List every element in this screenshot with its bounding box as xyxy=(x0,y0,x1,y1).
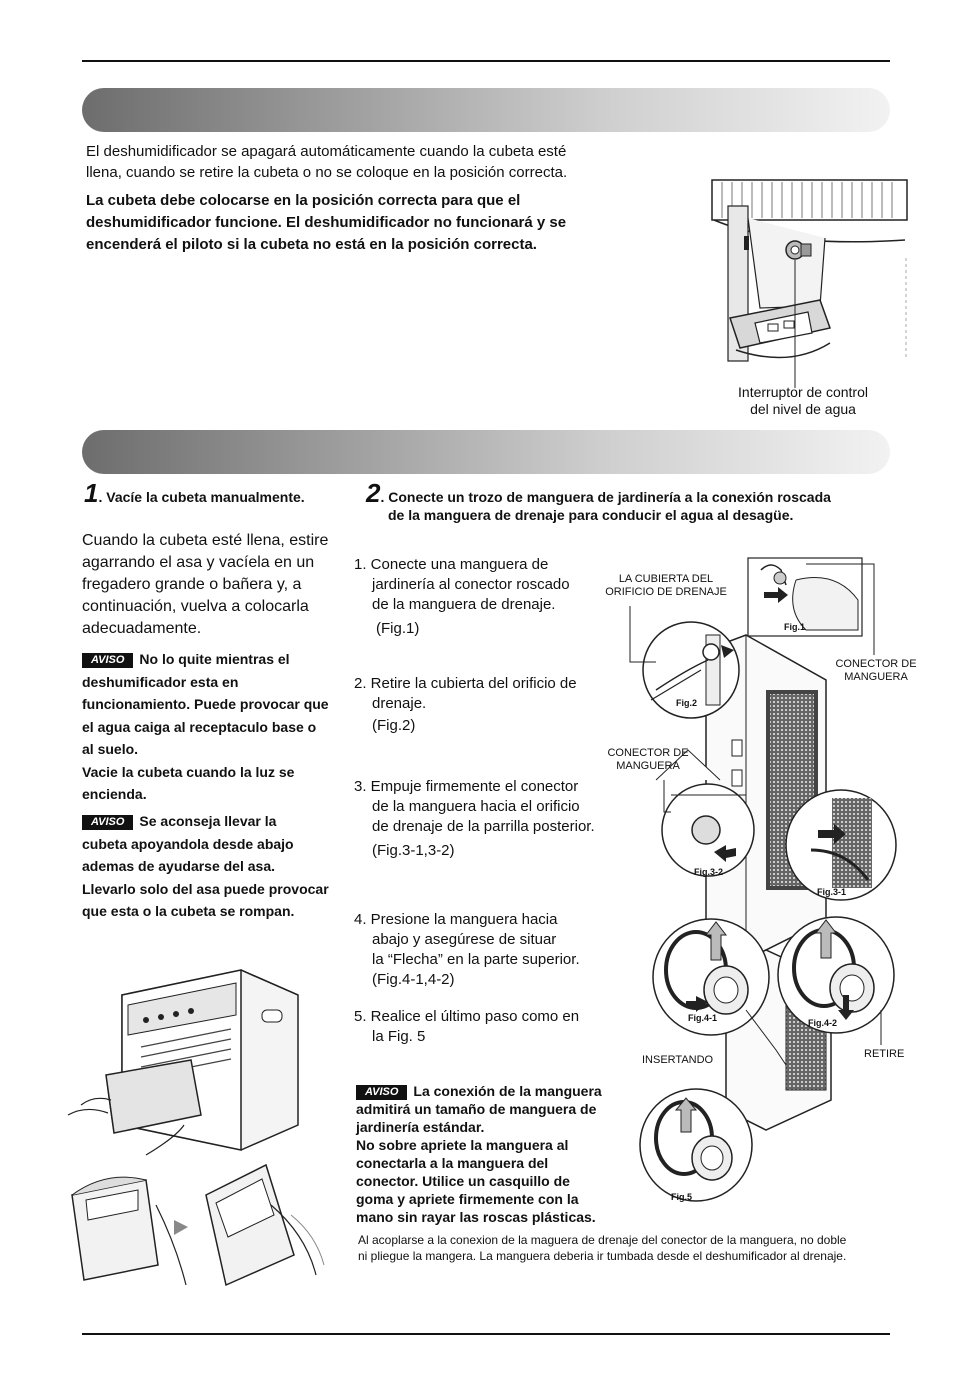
substep-ref: (Fig.1) xyxy=(376,620,420,637)
step2-warning xyxy=(356,1082,636,1226)
intro-line: llena, cuando se retire la cubeta o no se coloque en la posición correcta. xyxy=(86,164,568,181)
step2-title-line-2: de la manguera de drenaje para conducir el agua al desagüe. xyxy=(388,507,794,523)
footer-note xyxy=(358,1232,918,1264)
fig4-1-label: Fig.4-1 xyxy=(688,1013,718,1023)
warning-line: No lo quite mientras el xyxy=(139,651,290,667)
fig4-2-label: Fig.4-2 xyxy=(808,1018,838,1028)
fig3-2-label: Fig.3-2 xyxy=(694,867,724,877)
body-line: agarrando el asa y vacíela en un xyxy=(82,554,315,571)
fig1-label: Fig.1 xyxy=(784,622,806,632)
label-conector-right xyxy=(828,658,924,684)
substep-line: 5. Realice el último paso como en xyxy=(354,1008,580,1025)
caption-line: del nivel de agua xyxy=(750,401,856,417)
section1-bold-note xyxy=(86,190,646,256)
warning-line: cubeta apoyandola desde abajo xyxy=(82,835,294,852)
body-line: Cuando la cubeta esté llena, estire xyxy=(82,532,329,549)
substep-1 xyxy=(354,555,614,639)
section-header-band-2 xyxy=(82,430,890,474)
label-conector-left xyxy=(600,747,696,773)
warning-line: Vacie la cubeta cuando la luz se xyxy=(82,763,295,780)
substep-line: la Fig. 5 xyxy=(372,1028,426,1045)
step2-title-line: . Conecte un trozo de manguera de jardinería a la conexión roscada xyxy=(380,489,831,505)
footer-line: ni pliegue la mangera. La manguera deberia ir tumbada desde el deshumificador al drenaje. xyxy=(358,1249,847,1263)
substep-line: de la manguera hacia el orificio xyxy=(372,798,580,815)
footer-line: Al acoplarse a la conexion de la maguera de drenaje del conector de la manguera, no doble xyxy=(358,1233,847,1247)
substep-ref: (Fig.3-1,3-2) xyxy=(372,842,455,859)
warning-line: admitirá un tamaño de manguera de xyxy=(356,1101,597,1117)
step2-number: 2 xyxy=(366,478,381,508)
substep-line: de la manguera de drenaje. xyxy=(372,596,556,613)
top-rule xyxy=(82,60,890,62)
warning-line: goma y apriete firmemente con la xyxy=(356,1191,579,1207)
warning-line: jardinería estándar. xyxy=(356,1119,485,1135)
step2-heading xyxy=(366,478,831,509)
fig3-1-label: Fig.3-1 xyxy=(817,887,847,897)
warning-line: al suelo. xyxy=(82,741,139,757)
warning-line: el agua caiga al receptaculo base o xyxy=(82,718,317,735)
substep-ref: (Fig.2) xyxy=(372,717,416,734)
bottom-rule xyxy=(82,1333,890,1335)
section-header-band-1 xyxy=(82,88,890,132)
substep-5 xyxy=(354,1007,624,1047)
step1-heading xyxy=(84,478,305,509)
substep-3 xyxy=(354,777,624,861)
label-cubierta xyxy=(596,573,736,599)
body-line: continuación, vuelva a colocarla xyxy=(82,598,309,615)
substep-line: la “Flecha” en la parte superior. xyxy=(372,951,580,968)
label-line: CONECTOR DE xyxy=(835,658,917,670)
substep-line: 3. Empuje firmemente el conector xyxy=(354,778,579,795)
label-line: LA CUBIERTA DEL xyxy=(618,573,714,585)
warning-line: La conexión de la manguera xyxy=(413,1083,602,1099)
step1-body xyxy=(82,530,352,640)
substep-line: 1. Conecte una manguera de xyxy=(354,556,549,573)
substep-2 xyxy=(354,674,624,736)
substep-line: abajo y asegúrese de situar xyxy=(372,931,557,948)
aviso-badge: AVISO xyxy=(82,653,133,668)
substep-line: 4. Presione la manguera hacia xyxy=(354,911,558,928)
label-line: MANGUERA xyxy=(844,671,908,683)
water-level-switch-illustration xyxy=(700,178,910,378)
caption-line: Interruptor de control xyxy=(738,384,868,400)
section1-intro xyxy=(86,141,646,183)
substep-line: jardinería al conector roscado xyxy=(372,576,570,593)
warning-line: conector. Utilice un casquillo de xyxy=(356,1173,570,1189)
warning-line: funcionamiento. Puede provocar que xyxy=(82,696,329,712)
warning-line: encienda. xyxy=(82,786,147,802)
step1-number: 1 xyxy=(84,478,99,508)
warning-line: que esta o la cubeta se rompan. xyxy=(82,903,295,919)
body-line: adecuadamente. xyxy=(82,620,202,637)
step1-warning1 xyxy=(82,648,354,806)
bold-line: encenderá el piloto si la cubeta no está en la posición correcta. xyxy=(86,236,537,253)
substep-4 xyxy=(354,910,624,990)
step1-title: . Vacíe la cubeta manualmente. xyxy=(98,489,305,505)
fig5-label: Fig.5 xyxy=(671,1192,693,1202)
label-line: ORIFICIO DE DRENAJE xyxy=(605,586,727,598)
switch-caption xyxy=(718,384,888,418)
bold-line: deshumidificador funcione. El deshumidificador no funcionará y se xyxy=(86,214,567,231)
warning-line: No sobre apriete la manguera al xyxy=(356,1137,569,1153)
warning-line: conectarla a la manguera del xyxy=(356,1155,549,1171)
warning-line: ademas de ayudarse del asa. xyxy=(82,858,275,874)
substep-line: drenaje. xyxy=(372,695,427,712)
step1-warning2 xyxy=(82,810,354,923)
substep-ref: (Fig.4-1,4-2) xyxy=(372,971,455,988)
label-insertando: INSERTANDO xyxy=(642,1054,714,1066)
warning-line: Llevarlo solo del asa puede provocar xyxy=(82,880,329,897)
substep-line: 2. Retire la cubierta del orificio de xyxy=(354,675,577,692)
label-retire: RETIRE xyxy=(864,1048,905,1060)
substep-line: de drenaje de la parrilla posterior. xyxy=(372,818,595,835)
label-line: MANGUERA xyxy=(616,760,680,772)
intro-line: El deshumidificador se apagará automáticamente cuando la cubeta esté xyxy=(86,143,567,160)
body-line: fregadero grande o bañera y, a xyxy=(82,576,302,593)
fig2-label: Fig.2 xyxy=(676,698,698,708)
warning-line: Se aconseja llevar la xyxy=(139,813,277,829)
aviso-badge: AVISO xyxy=(356,1085,407,1100)
warning-line: deshumificador esta en xyxy=(82,673,239,690)
dehumidifier-bucket-illustration xyxy=(66,965,346,1285)
label-line: CONECTOR DE xyxy=(607,747,689,759)
bold-line: La cubeta debe colocarse en la posición correcta para que el xyxy=(86,192,521,209)
warning-line: mano sin rayar las roscas plásticas. xyxy=(356,1209,596,1225)
hose-connection-illustration xyxy=(596,540,916,1230)
aviso-badge: AVISO xyxy=(82,815,133,830)
